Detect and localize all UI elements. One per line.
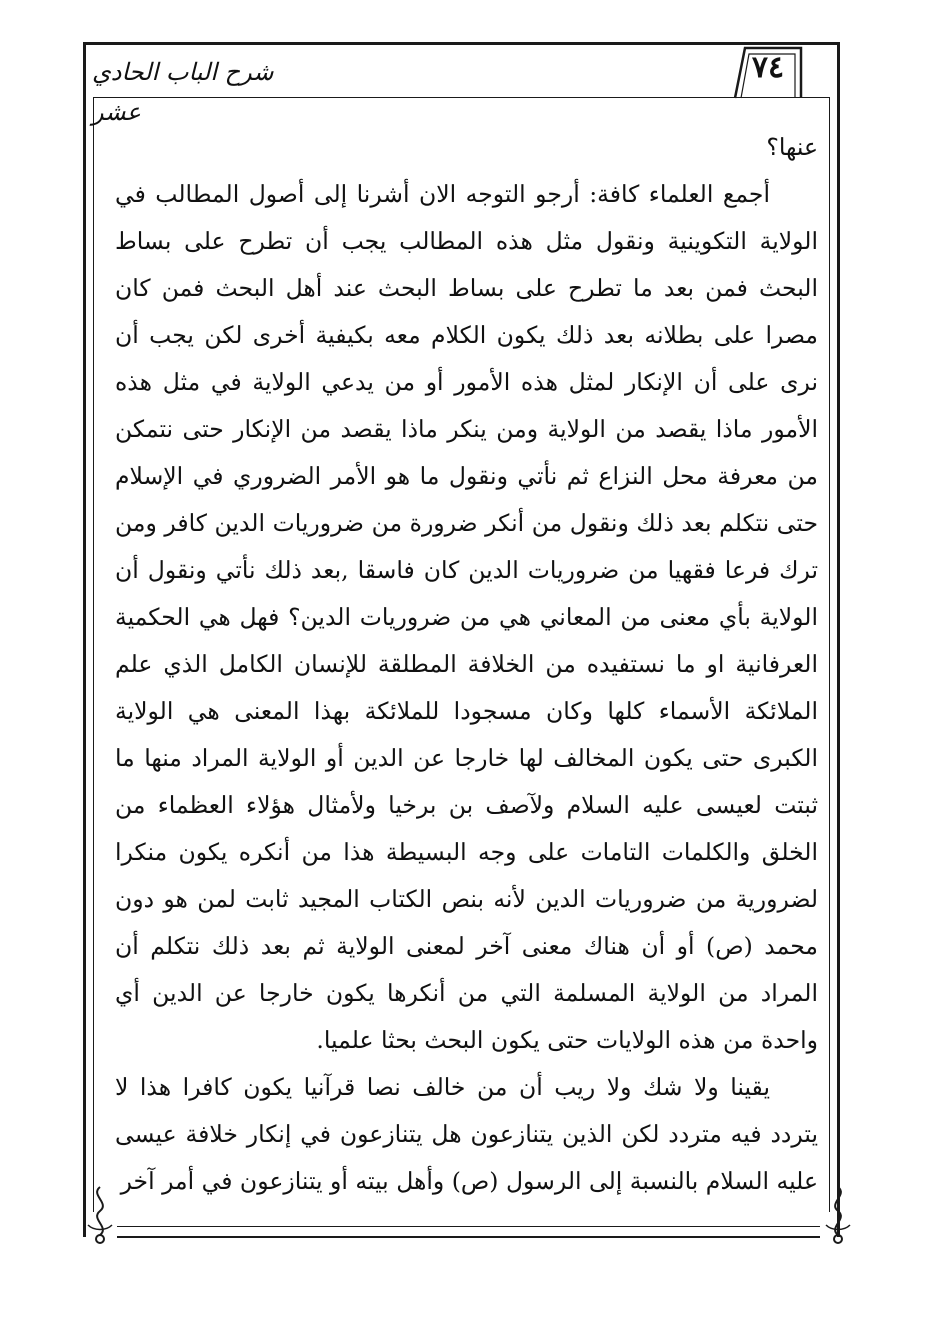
footer-rule (117, 1236, 820, 1238)
page-number-box (733, 44, 803, 94)
running-title: شرح الباب الحادي عشر (92, 58, 274, 126)
footer-rule-thin (117, 1226, 820, 1227)
corner-ornament-icon (818, 1185, 858, 1245)
paragraph: عنها؟ (766, 133, 818, 161)
paragraph: أجمع العلماء كافة: أرجو التوجه الان أشرنا إلى أصول المطالب في الولاية التكوينية ونقول مثل هذه المطالب يجب أن تطرح على بساط البحث فمن بعد ما تطرح على بساط البحث عند أهل البحث فمن كان مصرا على بطلانه بعد ذلك يكون الكلام معه بكيفية أخرى لكن يجب أن نرى على أن الإنكار لمثل هذه الأمور أو من يدعي الولاية في مثل هذه الأمور ماذا يقصد من الولاية ومن ينكر ماذا يقصد من الإنكار حتى نتمكن من معرفة محل النزاع ثم نأتي ونقول ما هو الأمر الضروري في الإسلام حتى نتكلم بعد ذلك ونقول من أنكر ضرورة من ضروريات الدين كافر ومن ترك فرعا فقهيا من ضروريات الدين كان فاسقا ,بعد ذلك نأتي ونقول أن الولاية بأي معنى من المعاني هي من ضروريات الدين؟ فهل هي الحكمية العرفانية او ما نستفيده من الخلافة المطلقة للإنسان الكامل الذي علم الملائكة الأسماء كلها وكان مسجودا للملائكة بهذا المعنى هي الولاية الكبرى حتى يكون المخالف لها خارجا عن الدين أو الولاية المراد منها ما ثبتت لعيسى عليه السلام ولآصف بن برخيا ولأمثال هؤلاء العظماء من الخلق والكلمات التامات على وجه البسيطة هذا من أنكره يكون منكرا لضرورية من ضروريات الدين لأنه بنص الكتاب المجيد ثابت لمن هو دون محمد (ص) أو أن هناك معنى آخر لمعنى الولاية ثم بعد ذلك نتكلم أن المراد من الولاية المسلمة التي من أنكرها يكون خارجا عن الدين أي واحدة من هذه الولايات حتى يكون البحث بحثا علميا. (115, 180, 818, 1054)
page-number: ٧٤ (751, 50, 785, 85)
header-divider (300, 97, 733, 98)
body-text (115, 124, 818, 1205)
corner-ornament-icon (80, 1185, 120, 1245)
paragraph: يقينا ولا شك ولا ريب أن من خالف نصا قرآنيا يكون كافرا هذا لا يتردد فيه متردد لكن الذين يتنازعون هل يتنازعون في إنكار خلافة عيسى عليه السلام بالنسبة إلى الرسول (ص) وأهل بيته أو يتنازعون في أمر آخر (115, 1073, 818, 1195)
